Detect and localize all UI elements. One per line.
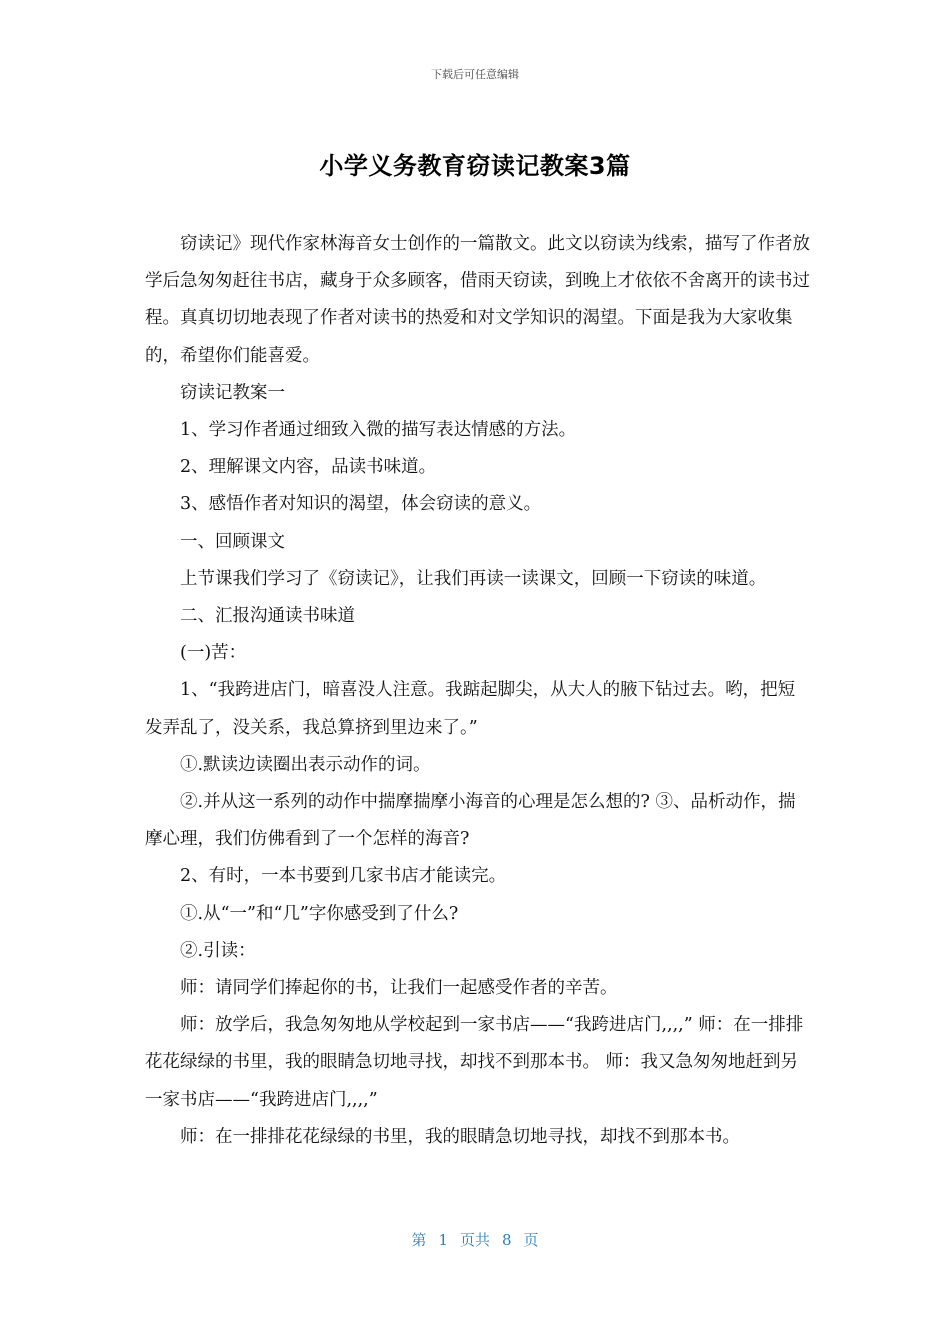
page-label-suffix: 页 — [523, 1231, 539, 1249]
paragraph: 师：在一排排花花绿绿的书里，我的眼睛急切地寻找，却找不到那本书。 — [180, 1126, 740, 1147]
paragraph: 窃读记教案一 — [180, 382, 285, 403]
header-note: 下载后可任意编辑 — [431, 68, 519, 81]
paragraph: 师：放学后，我急匆匆地从学校起到一家书店——“我跨进店门,,,,” 师：在一排排花花绿绿的书里，我的眼睛急切地寻找，却找不到那本书。 师：我又急匆匆地赶到另一家书店——“我跨进店门,,,,” — [145, 1015, 804, 1110]
paragraph: 2、有时，一本书要到几家书店才能读完。 — [180, 866, 507, 887]
paragraph: 1、“我跨进店门，暗喜没人注意。我踮起脚尖，从大人的腋下钻过去。哟，把短发弄乱了，没关系，我总算挤到里边来了。” — [145, 680, 796, 738]
current-page-number: 1 — [438, 1231, 448, 1249]
paragraph: (一)苦： — [180, 643, 247, 664]
paragraph: 一、回顾课文 — [180, 531, 285, 552]
paragraph: 窃读记》现代作家林海音女士创作的一篇散文。此文以窃读为线索，描写了作者放学后急匆匆赶往书店，藏身于众多顾客，借雨天窃读，到晚上才依依不舍离开的读书过程。真真切切地表现了作者对读书的热爱和对文学知识的渴望。下面是我为大家收集的，希望你们能喜爱。 — [145, 234, 810, 366]
total-pages-number: 8 — [502, 1231, 512, 1249]
paragraph: 上节课我们学习了《窃读记》，让我们再读一读课文，回顾一下窃读的味道。 — [180, 568, 767, 589]
document-title: 小学义务教育窃读记教案3篇 — [319, 152, 631, 180]
document-body — [145, 226, 810, 1156]
paragraph: 1、学习作者通过细致入微的描写表达情感的方法。 — [180, 420, 577, 441]
page-footer — [0, 1229, 950, 1250]
paragraph: ②.引读： — [180, 940, 256, 961]
page-label-prefix: 第 — [411, 1231, 427, 1249]
page-label-middle: 页共 — [459, 1231, 490, 1249]
paragraph: ①.从“一”和“几”字你感受到了什么? — [180, 903, 459, 924]
paragraph: ①.默读边读圈出表示动作的词。 — [180, 754, 431, 775]
paragraph: 2、理解课文内容，品读书味道。 — [180, 457, 437, 478]
paragraph: 3、感悟作者对知识的渴望，体会窃读的意义。 — [180, 494, 542, 515]
paragraph: 二、汇报沟通读书味道 — [180, 606, 355, 627]
paragraph: 师：请同学们捧起你的书，让我们一起感受作者的辛苦。 — [180, 978, 618, 999]
paragraph: ②.并从这一系列的动作中揣摩揣摩小海音的心理是怎么想的? ③、品析动作，揣摩心理，我们仿佛看到了一个怎样的海音? — [145, 792, 796, 850]
